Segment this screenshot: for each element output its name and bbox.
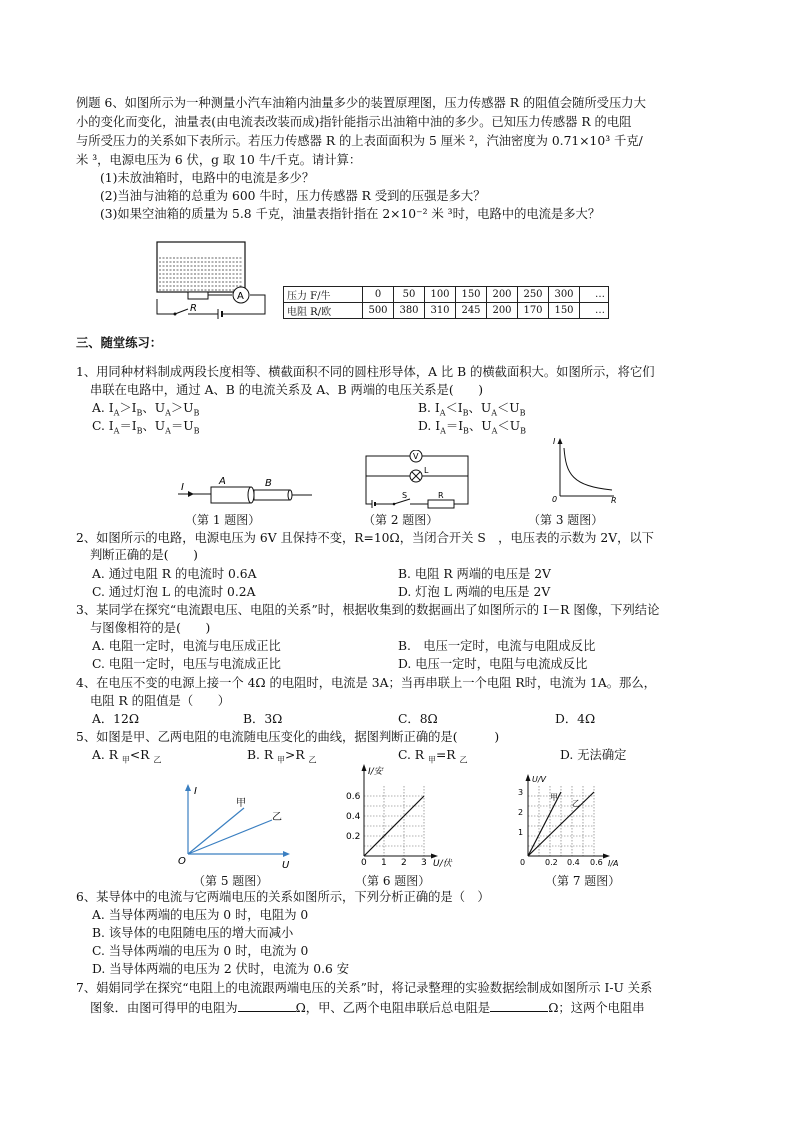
fig3-label-y: I	[553, 437, 556, 446]
q7-blank-1[interactable]	[238, 999, 296, 1012]
fig7-caption: （第 7 题图）	[545, 874, 621, 888]
q1-option-b[interactable]: B. $I_A<I_B$、$U_A<U_B$	[418, 401, 526, 418]
table-cell: 500	[363, 303, 394, 319]
fig7-xtick-0.2: 0.2	[545, 858, 558, 867]
fig5-i-u-graph	[176, 782, 294, 870]
q7-text-a: 图象．由图可得甲的电阻为	[90, 1001, 238, 1015]
fig5-label-jia: 甲	[236, 798, 246, 809]
example-line-3: 与所受压力的关系如下表所示。若压力传感器 R 的上表面面积为 5 厘米 ²，汽油密度为 0.71×10³ 千克/	[76, 134, 643, 148]
meter-label: A	[237, 291, 244, 302]
table-cell: 245	[456, 303, 487, 319]
table-cell: 170	[518, 303, 549, 319]
table-cell: …	[580, 287, 609, 303]
q7-text-b: Ω，甲、乙两个电阻串联后总电阻是	[295, 1001, 491, 1015]
table-cell: 0	[363, 287, 394, 303]
q1-line-1: 1、用同种材料制成两段长度相等、横截面积不同的圆柱形导体，A 比 B 的横截面积大。如图所示，将它们	[76, 365, 655, 379]
q5-line: 5、如图是甲、乙两电阻的电流随电压变化的曲线，据图判断正确的是( )	[76, 730, 500, 744]
q2-option-d[interactable]: D. 灯泡 L 两端的电压是 2V	[398, 585, 551, 599]
fig3-label-x: R	[611, 496, 617, 504]
q6-line: 6、某导体中的电流与它两端电压的关系如图所示，下列分析正确的是（ ）	[76, 890, 490, 904]
q7-text-c: Ω；这两个电阻串	[548, 1001, 645, 1015]
fig1-caption: （第 1 题图）	[185, 513, 261, 527]
fuel-tank-circuit-diagram	[150, 238, 275, 324]
example-line-4: 米 ³，电源电压为 6 伏，g 取 10 牛/千克。请计算：	[76, 153, 362, 167]
table-cell: …	[580, 303, 609, 319]
table-cell: 50	[394, 287, 425, 303]
fig7-ytick-1: 1	[518, 828, 524, 837]
example-line-1: 例题 6、如图所示为一种测量小汽车油箱内油量多少的装置原理图，压力传感器 R 的阻值会随所受压力大	[76, 96, 646, 110]
fig6-ytick-0.4: 0.4	[346, 812, 361, 822]
table-cell: 150	[456, 287, 487, 303]
fig7-ytick-2: 2	[518, 808, 524, 817]
fig2-label-l: L	[424, 466, 429, 475]
q1-option-a[interactable]: A. $I_A>I_B$、$U_A>U_B$	[92, 401, 200, 418]
fig2-label-s: S	[402, 491, 408, 500]
fig6-xtick-1: 1	[381, 858, 387, 868]
fig1-label-i: I	[181, 482, 184, 493]
table-cell: 200	[487, 287, 518, 303]
table-cell: 200	[487, 303, 518, 319]
fig2-label-r: R	[438, 491, 444, 500]
fig7-xtick-0.6: 0.6	[590, 858, 603, 867]
q2-option-a[interactable]: A. 通过电阻 R 的电流时 0.6A	[92, 567, 257, 581]
q3-option-d[interactable]: D. 电压一定时，电阻与电流成反比	[398, 657, 588, 671]
fig6-xtick-2: 2	[401, 858, 407, 868]
example-subq-2: (2)当油与油箱的总重为 600 牛时，压力传感器 R 受到的压强是多大？	[100, 189, 486, 203]
q7-line-2	[90, 999, 645, 1017]
resistor-label: R	[190, 303, 197, 314]
table-cell: 150	[549, 303, 580, 319]
q6-option-c[interactable]: C. 当导体两端的电压为 0 时，电流为 0	[92, 944, 309, 958]
fig7-ytick-3: 3	[518, 788, 524, 797]
q3-option-a[interactable]: A. 电阻一定时，电流与电压成正比	[92, 639, 281, 653]
example-subq-1: (1)未放油箱时，电路中的电流是多少？	[100, 171, 315, 185]
q3-line-2: 与图像相符的是( )	[90, 621, 211, 635]
fig5-label-yi: 乙	[272, 812, 282, 823]
q1-option-c[interactable]: C. $I_A=I_B$、$U_A=U_B$	[92, 419, 200, 436]
fig5-label-u: U	[282, 860, 290, 870]
q2-option-c[interactable]: C. 通过灯泡 L 的电流时 0.2A	[92, 585, 256, 599]
fig2-label-v: V	[413, 452, 419, 461]
fig7-xlabel: I/A	[608, 859, 619, 868]
fig6-xtick-3: 3	[421, 858, 427, 868]
q7-line-1: 7、娟娟同学在探究“电阻上的电流跟两端电压的关系”时，将记录整理的实验数据绘制成如图所示 I-U 关系	[76, 981, 653, 995]
example-line-2: 小的变化而变化，油量表(由电流表改装而成)指针能指示出油箱中油的多少。已知压力传感器 R 的电阻	[76, 115, 632, 129]
table-cell: 电阻 R/欧	[284, 303, 363, 319]
q4-option-d[interactable]: D．4Ω	[555, 712, 596, 726]
fig5-caption: （第 5 题图）	[193, 874, 269, 888]
table-row-force	[284, 287, 609, 303]
fig6-ylabel: I/安	[368, 767, 383, 777]
q2-line-1: 2、如图所示的电路，电源电压为 6V 且保持不变，R=10Ω，当闭合开关 S ，电压表的示数为 2V，以下	[76, 531, 654, 545]
table-cell: 380	[394, 303, 425, 319]
fig6-xtick-0: 0	[361, 858, 367, 868]
fig7-label-jia: 甲	[550, 793, 558, 802]
fig7-label-yi: 乙	[572, 799, 580, 808]
q3-line-1: 3、某同学在探究“电流跟电压、电阻的关系”时，根据收集到的数据画出了如图所示的 I－R 图像，下列结论	[76, 603, 660, 617]
q5-option-c[interactable]: C. R $_甲$=R $_乙$	[398, 748, 468, 765]
fig1-label-a: A	[219, 476, 226, 487]
q4-line-1: 4、在电压不变的电源上接一个 4Ω 的电阻时，电流是 3A；当再串联上一个电阻 R时，电流为 1A。那么，	[76, 676, 656, 690]
fig7-u-i-graph	[512, 772, 620, 868]
fig5-label-i: I	[194, 786, 197, 797]
fig6-xlabel: U/伏	[433, 859, 452, 868]
table-cell: 310	[425, 303, 456, 319]
q4-option-b[interactable]: B．3Ω	[243, 712, 283, 726]
q2-option-b[interactable]: B. 电阻 R 两端的电压是 2V	[398, 567, 551, 581]
fig1-conductors	[175, 474, 315, 514]
q5-option-a[interactable]: A. R $_甲$<R $_乙$	[92, 748, 162, 765]
fig3-i-r-graph	[548, 436, 620, 504]
fig2-caption: （第 2 题图）	[363, 513, 439, 527]
q4-line-2: 电阻 R 的阻值是（ ）	[90, 694, 231, 708]
fig2-circuit	[362, 450, 474, 512]
q6-option-d[interactable]: D. 当导体两端的电压为 2 伏时，电流为 0.6 安	[92, 962, 350, 976]
q1-option-d[interactable]: D. $I_A=I_B$、$U_A<U_B$	[418, 419, 526, 436]
q7-blank-2[interactable]	[490, 999, 548, 1012]
fig6-ytick-0.6: 0.6	[346, 792, 361, 802]
force-resistance-table	[283, 286, 609, 319]
q3-option-c[interactable]: C. 电阻一定时，电压与电流成正比	[92, 657, 281, 671]
q1-line-2: 串联在电路中，通过 A、B 的电流关系及 A、B 两端的电压关系是( )	[90, 383, 484, 397]
section-title: 三、随堂练习：	[76, 336, 163, 350]
q6-option-a[interactable]: A. 当导体两端的电压为 0 时，电阻为 0	[92, 908, 309, 922]
q3-option-b[interactable]: B. 电压一定时，电流与电阻成反比	[398, 639, 596, 653]
fig1-label-b: B	[265, 478, 272, 489]
table-cell: 300	[549, 287, 580, 303]
example-subq-3: (3)如果空油箱的质量为 5.8 千克，油量表指针指在 2×10⁻² 米 ³时，电路中的电流是多大？	[100, 207, 601, 221]
fig5-label-origin: O	[178, 856, 186, 867]
q5-option-b[interactable]: B. R $_甲$>R $_乙$	[247, 748, 317, 765]
table-cell: 压力 F/牛	[284, 287, 363, 303]
fig7-xtick-0.4: 0.4	[567, 858, 580, 867]
q2-line-2: 判断正确的是( )	[90, 548, 198, 562]
q6-option-b[interactable]: B. 该导体的电阻随电压的增大而减小	[92, 926, 294, 940]
table-cell: 100	[425, 287, 456, 303]
fig6-ytick-0.2: 0.2	[346, 832, 361, 842]
q5-option-d[interactable]: D. 无法确定	[560, 748, 627, 762]
fig3-caption: （第 3 题图）	[528, 513, 604, 527]
fig3-label-origin: 0	[552, 495, 558, 504]
fig7-xtick-0: 0	[520, 858, 526, 867]
q4-option-a[interactable]: A．12Ω	[92, 712, 140, 726]
fig6-caption: （第 6 题图）	[355, 874, 431, 888]
table-row-resistance	[284, 303, 609, 319]
table-cell: 250	[518, 287, 549, 303]
q4-option-c[interactable]: C．8Ω	[398, 712, 438, 726]
fig7-ylabel: U/V	[532, 775, 547, 784]
fig6-i-u-graph	[338, 760, 460, 868]
